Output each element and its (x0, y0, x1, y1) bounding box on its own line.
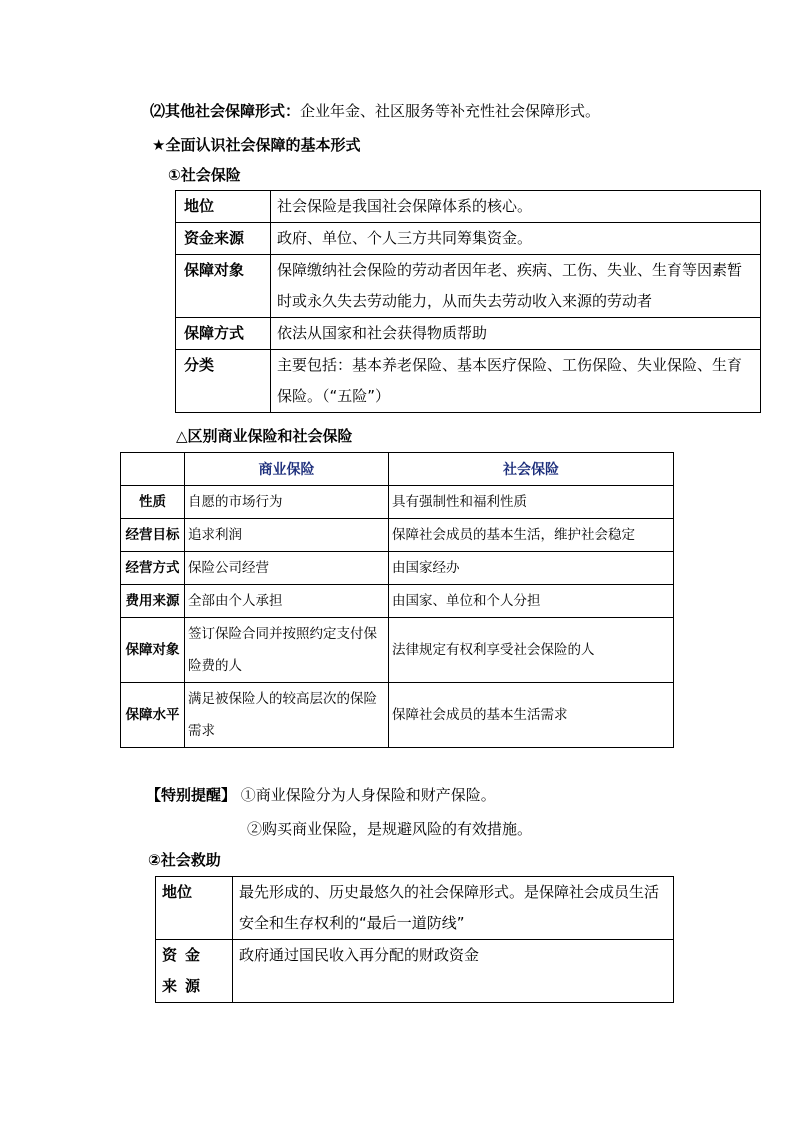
row-key: 资金来源 (156, 940, 233, 1003)
social-relief-title: ②社会救助 (148, 851, 221, 869)
compare-table (120, 452, 674, 748)
commercial-cell: 追求利润 (185, 519, 389, 552)
social-insurance-title: ①社会保险 (168, 166, 241, 184)
table-row (176, 223, 761, 255)
table-row (156, 877, 674, 940)
table-row (176, 255, 761, 318)
table-row (121, 552, 674, 585)
row-key: 经营目标 (121, 519, 185, 552)
row-value: 依法从国家和社会获得物质帮助 (271, 318, 761, 350)
row-key: 保障对象 (121, 618, 185, 683)
social-cell: 法律规定有权利享受社会保险的人 (389, 618, 674, 683)
row-key: 资金来源 (176, 223, 271, 255)
row-value: 社会保险是我国社会保障体系的核心。 (271, 191, 761, 223)
social-cell: 由国家经办 (389, 552, 674, 585)
compare-title: △区别商业保险和社会保险 (176, 427, 353, 445)
table-row (176, 350, 761, 413)
table-row (121, 618, 674, 683)
table-header-row (121, 453, 674, 486)
commercial-cell: 全部由个人承担 (185, 585, 389, 618)
row-key: 保障对象 (176, 255, 271, 318)
row-value: 政府通过国民收入再分配的财政资金 (233, 940, 674, 1003)
row-key: 经营方式 (121, 552, 185, 585)
social-relief-table (155, 876, 674, 1003)
row-key: 性质 (121, 486, 185, 519)
header-blank (121, 453, 185, 486)
commercial-cell: 签订保险合同并按照约定支付保险费的人 (185, 618, 389, 683)
row-key: 保障方式 (176, 318, 271, 350)
header-commercial: 商业保险 (185, 453, 389, 486)
row-key: 费用来源 (121, 585, 185, 618)
header-social: 社会保险 (389, 453, 674, 486)
other-forms-line (150, 100, 600, 121)
table-row (176, 191, 761, 223)
table-row (121, 519, 674, 552)
row-key: 保障水平 (121, 683, 185, 748)
commercial-cell: 自愿的市场行为 (185, 486, 389, 519)
table-row (121, 683, 674, 748)
social-cell: 保障社会成员的基本生活，维护社会稳定 (389, 519, 674, 552)
reminder-item-1: ①商业保险分为人身保险和财产保险。 (240, 786, 496, 804)
commercial-cell: 保险公司经营 (185, 552, 389, 585)
social-cell: 由国家、单位和个人分担 (389, 585, 674, 618)
commercial-cell: 满足被保险人的较高层次的保险需求 (185, 683, 389, 748)
row-value: 主要包括：基本养老保险、基本医疗保险、工伤保险、失业保险、生育保险。（“五险”） (271, 350, 761, 413)
row-key: 分类 (176, 350, 271, 413)
section-heading: ★全面认识社会保障的基本形式 (152, 136, 361, 154)
table-row (121, 585, 674, 618)
row-value: 最先形成的、历史最悠久的社会保障形式。是保障社会成员生活安全和生存权利的“最后一道防线” (233, 877, 674, 940)
row-key: 地位 (176, 191, 271, 223)
social-cell: 具有强制性和福利性质 (389, 486, 674, 519)
table-row (121, 486, 674, 519)
other-forms-label: ⑵其他社会保障形式： (150, 102, 301, 120)
reminder-line-1 (146, 784, 496, 805)
reminder-label: 【特别提醒】 (146, 786, 237, 804)
reminder-item-2: ②购买商业保险，是规避风险的有效措施。 (247, 820, 533, 838)
row-key: 地位 (156, 877, 233, 940)
table-row (176, 318, 761, 350)
social-cell: 保障社会成员的基本生活需求 (389, 683, 674, 748)
social-insurance-table (175, 190, 761, 413)
row-value: 保障缴纳社会保险的劳动者因年老、疾病、工伤、失业、生育等因素暂时或永久失去劳动能力，从而失去劳动收入来源的劳动者 (271, 255, 761, 318)
other-forms-text: 企业年金、社区服务等补充性社会保障形式。 (300, 102, 601, 120)
table-row (156, 940, 674, 1003)
row-value: 政府、单位、个人三方共同筹集资金。 (271, 223, 761, 255)
